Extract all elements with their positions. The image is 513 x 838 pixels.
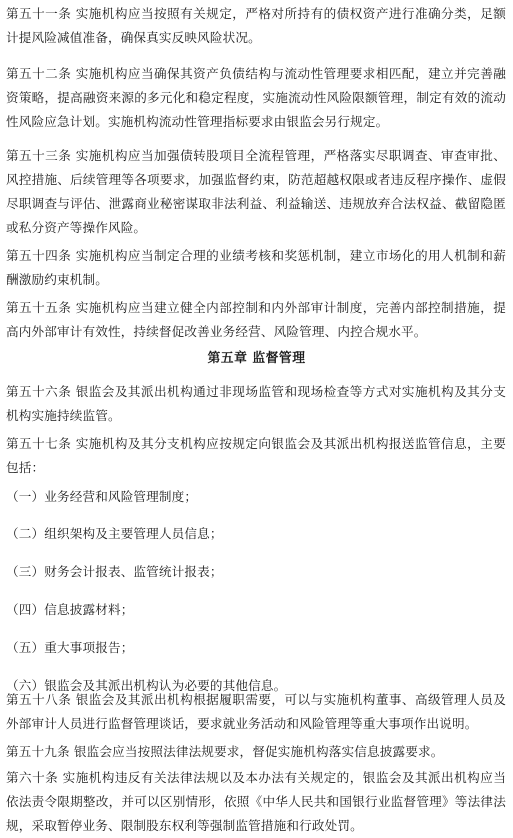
list-item: （五）重大事项报告；: [6, 640, 134, 655]
article-56: 第五十六条 银监会及其派出机构通过非现场监管和现场检查等方式对实施机构及其分支机构实施持续监管。: [6, 384, 506, 423]
list-item: （二）组织架构及主要管理人员信息；: [6, 526, 223, 541]
article-53: 第五十三条 实施机构应当加强债转股项目全流程管理，严格落实尽职调查、审查审批、风控措施、后续管理等各项要求，加强监督约束，防范超越权限或者违反程序操作、虚假尽职调查与评估、泄露商业秘密谋取非法利益、利益输送、违规放弃合法权益、截留隐匿或私分资产等操作风险。: [6, 148, 506, 235]
article-51: 第五十一条 实施机构应当按照有关规定，严格对所持有的债权资产进行准确分类，足额计提风险减值准备，确保真实反映风险状况。: [6, 6, 506, 45]
article-58: 第五十八条 银监会及其派出机构根据履职需要，可以与实施机构董事、高级管理人员及外部审计人员进行监督管理谈话，要求就业务活动和风险管理等重大事项作出说明。: [6, 692, 506, 731]
article-54: 第五十四条 实施机构应当制定合理的业绩考核和奖惩机制，建立市场化的用人机制和薪酬激励约束机制。: [6, 248, 506, 287]
list-item: （四）信息披露材料；: [6, 602, 134, 617]
article-52: 第五十二条 实施机构应当确保其资产负债结构与流动性管理要求相匹配，建立并完善融资策略，提高融资来源的多元化和稳定程度，实施流动性风险限额管理，制定有效的流动性风险应急计划。实施机构流动性管理指标要求由银监会另行规定。: [6, 66, 506, 129]
list-item: （三）财务会计报表、监管统计报表；: [6, 564, 223, 579]
article-55: 第五十五条 实施机构应当建立健全内部控制和内外部审计制度，完善内部控制措施，提高内外部审计有效性，持续督促改善业务经营、风险管理、内控合规水平。: [6, 300, 506, 339]
article-59: 第五十九条 银监会应当按照法律法规要求，督促实施机构落实信息披露要求。: [6, 744, 444, 759]
article-57: 第五十七条 实施机构及其分支机构应按规定向银监会及其派出机构报送监管信息，主要包括：: [6, 436, 506, 475]
article-60: 第六十条 实施机构违反有关法律法规以及本办法有关规定的，银监会及其派出机构应当依法责令限期整改，并可以区别情形，依照《中华人民共和国银行业监督管理》等法律法规，采取暂停业务、限制股东权利等强制监管措施和行政处罚。: [6, 770, 506, 833]
list-item: （一）业务经营和风险管理制度；: [6, 489, 198, 504]
chapter-heading: 第五章 监督管理: [207, 351, 306, 366]
list-item: （六）银监会及其派出机构认为必要的其他信息。: [6, 678, 287, 693]
